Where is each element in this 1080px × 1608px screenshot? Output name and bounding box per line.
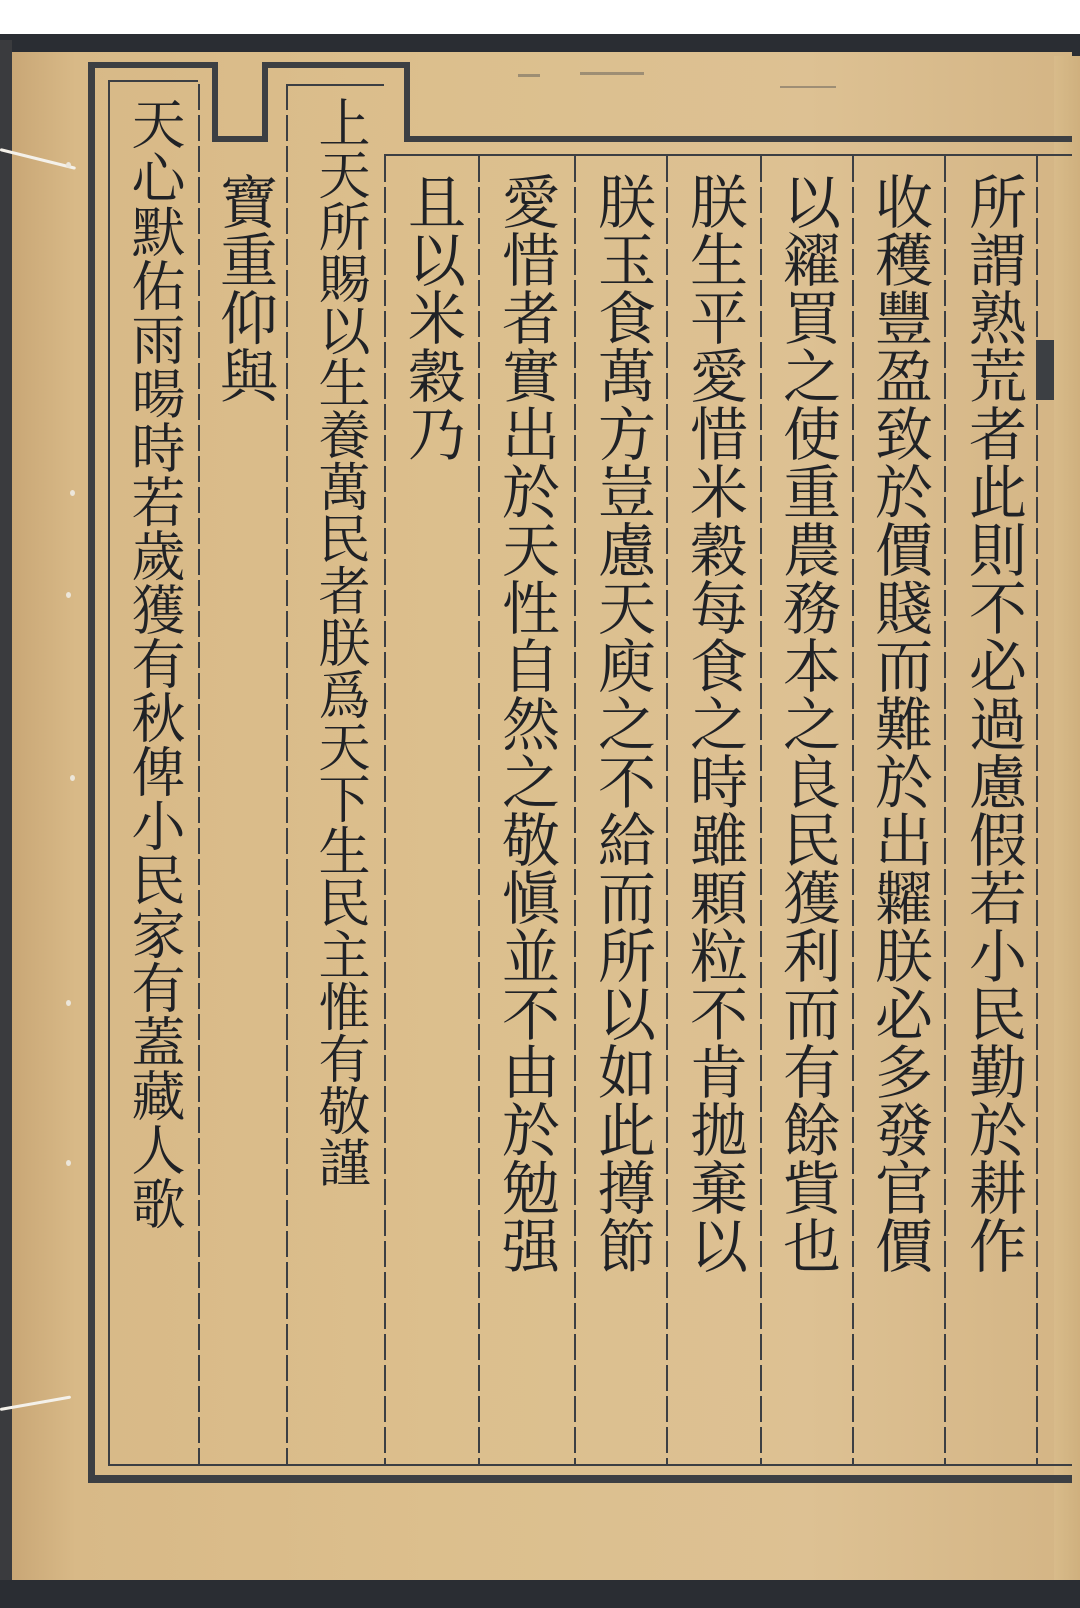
text-column-elevated: 天心默佑雨暘時若歲獲有秋俾小民家有蓋藏人歌	[123, 96, 186, 1230]
book-spine-edge	[0, 40, 12, 1585]
frame-inner-line	[108, 1464, 1072, 1466]
column-rule	[944, 156, 946, 1464]
frame-inner-line	[108, 80, 198, 82]
fish-tail-mark	[1036, 340, 1054, 400]
binding-hole	[66, 1160, 71, 1166]
text-column-elevated: 上天所賜以生養萬民者朕爲天下生民主惟有敬謹	[309, 96, 369, 1188]
frame-border-left	[88, 62, 95, 1482]
text-column: 且以米穀乃	[398, 172, 466, 462]
text-column: 所謂熟荒者此則不必過慮假若小民勤於耕作	[959, 172, 1027, 1274]
text-column: 以糴買之使重農務本之良民獲利而有餘貲也	[773, 172, 841, 1274]
text-column: 寶重仰與	[210, 172, 278, 404]
column-rule	[384, 156, 386, 1464]
frame-border-top	[212, 62, 218, 142]
binding-hole	[66, 592, 71, 598]
ink-speck	[780, 86, 836, 88]
text-column: 朕玉食萬方豈慮天庾之不給而所以如此撙節	[588, 172, 656, 1274]
binding-hole	[70, 775, 75, 781]
frame-border-top	[262, 62, 410, 68]
column-rule	[852, 156, 854, 1464]
scanner-bottom-edge	[0, 1580, 1080, 1608]
frame-border-top	[404, 136, 1072, 142]
column-rule	[478, 156, 480, 1464]
frame-inner-line	[286, 84, 384, 86]
frame-border-bottom	[88, 1475, 1072, 1483]
column-rule	[1036, 156, 1038, 1464]
next-leaf-edge	[1054, 56, 1080, 1580]
column-rule	[286, 84, 288, 1464]
column-rule	[198, 84, 200, 1464]
frame-border-top	[212, 136, 268, 142]
text-column: 朕生平愛惜米穀每食之時雖顆粒不肯拋棄以	[680, 172, 748, 1274]
text-column: 收穫豐盈致於價賤而難於出糶朕必多發官價	[865, 172, 933, 1274]
ink-speck	[580, 72, 644, 75]
binding-hole	[66, 1000, 71, 1006]
frame-border-top	[88, 62, 218, 68]
text-column: 愛惜者實出於天性自然之敬愼並不由於勉强	[492, 172, 560, 1274]
frame-inner-line	[384, 154, 1072, 156]
column-rule	[574, 156, 576, 1464]
frame-inner-line	[108, 80, 110, 1466]
column-rule	[666, 156, 668, 1464]
binding-hole	[66, 162, 71, 168]
frame-border-top	[404, 62, 410, 142]
binding-hole	[70, 490, 75, 496]
frame-border-top	[262, 62, 268, 142]
ink-speck	[518, 74, 540, 77]
column-rule	[760, 156, 762, 1464]
